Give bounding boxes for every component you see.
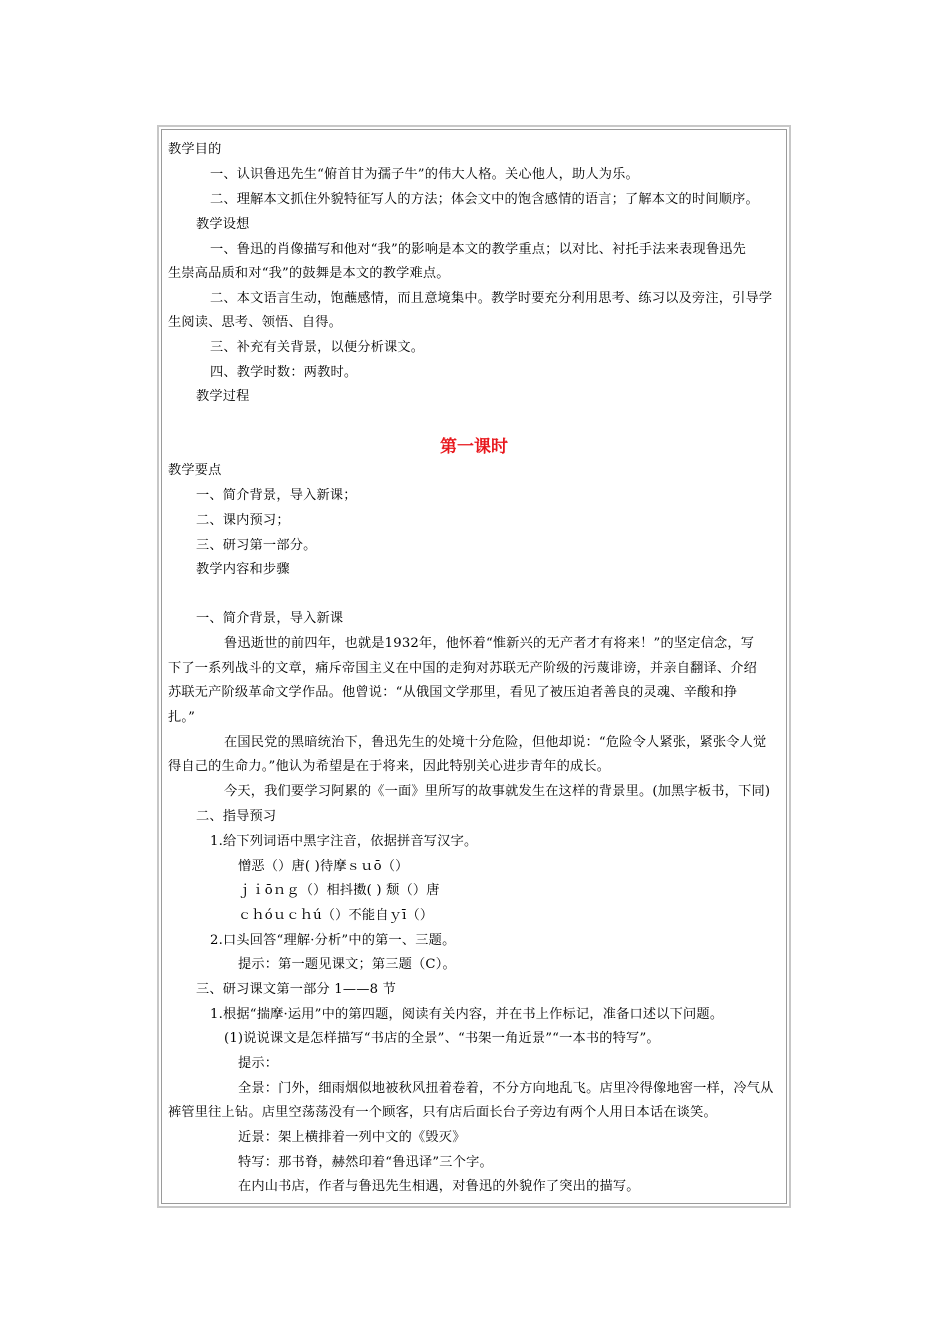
text-line: 在内山书店，作者与鲁迅先生相遇，对鲁迅的外貌作了突出的描写。 xyxy=(238,1179,640,1194)
text-line: 在国民党的黑暗统治下，鲁迅先生的处境十分危险，但他却说：“危险令人紧张，紧张令人觉 xyxy=(224,735,767,750)
text-line: 1.根据“揣摩·运用”中的第四题，阅读有关内容，并在书上作标记，准备口述以下问题。 xyxy=(210,1007,724,1022)
text-line: 得自己的生命力。”他认为希望是在于将来，因此特别关心进步青年的成长。 xyxy=(168,759,611,774)
text-line: 一、认识鲁迅先生“俯首甘为孺子牛”的伟大人格。关心他人，助人为乐。 xyxy=(210,167,639,182)
text-line: 裤管里往上钻。店里空荡荡没有一个顾客，只有店后面长台子旁边有两个人用日本话在谈笑。 xyxy=(168,1105,717,1120)
text-line: 下了一系列战斗的文章，痛斥帝国主义在中国的走狗对苏联无产阶级的污蔑诽谤，并亲自翻译、介绍 xyxy=(168,661,758,676)
text-line: 教学内容和步骤 xyxy=(196,562,290,577)
text-line: 鲁迅逝世的前四年，也就是1932年，他怀着“惟新兴的无产者才有将来！”的坚定信念，写 xyxy=(224,636,755,651)
text-line: 1.给下列词语中黑字注音，依据拼音写汉字。 xyxy=(210,834,478,849)
text-line: ｃｈóｕｃｈú（）不能自ｙī（） xyxy=(238,908,434,923)
text-line: 教学过程 xyxy=(196,389,250,404)
text-line: 二、理解本文抓住外貌特征写人的方法；体会文中的饱含感情的语言；了解本文的时间顺序。 xyxy=(210,192,759,207)
text-line: 提示： xyxy=(238,1056,279,1071)
text-line: 一、简介背景，导入新课 xyxy=(196,611,344,626)
text-line: 苏联无产阶级革命文学作品。他曾说：“从俄国文学那里，看见了被压迫者善良的灵魂、辛酸和挣 xyxy=(168,685,738,700)
text-line: 教学要点 xyxy=(168,463,222,478)
text-line: 全景：门外，细雨烟似地被秋风扭着卷着，不分方向地乱飞。店里冷得像地窖一样，冷气从 xyxy=(238,1081,774,1096)
text-line: 生崇高品质和对“我”的鼓舞是本文的教学难点。 xyxy=(168,266,450,281)
text-line: 一、简介背景，导入新课； xyxy=(196,488,357,503)
text-line: 近景：架上横排着一列中文的《毁灭》 xyxy=(238,1130,466,1145)
document-frame xyxy=(157,125,791,1208)
text-line: 生阅读、思考、领悟、自得。 xyxy=(168,315,343,330)
text-line: 2.口头回答“理解·分析”中的第一、三题。 xyxy=(210,933,456,948)
text-line: 特写：那书脊，赫然印着“鲁迅译”三个字。 xyxy=(238,1155,493,1170)
text-line: 扎。” xyxy=(168,710,196,725)
text-line: 提示：第一题见课文；第三题（C）。 xyxy=(238,957,456,972)
text-line: 今天，我们要学习阿累的《一面》里所写的故事就发生在这样的背景里。(加黑字板书，下同) xyxy=(224,784,771,799)
text-line: 憎恶（）唐( )待摩ｓｕō（） xyxy=(238,859,409,874)
text-line: 教学目的 xyxy=(168,142,222,157)
document-body xyxy=(161,129,787,1204)
text-line: ｊｉōｎｇ（）相抖擞( ) 颓（）唐 xyxy=(238,883,440,898)
text-line: 教学设想 xyxy=(196,217,250,232)
text-line: 三、补充有关背景，以便分析课文。 xyxy=(210,340,425,355)
text-line: 三、研习第一部分。 xyxy=(196,538,317,553)
section-heading: 第一课时 xyxy=(440,437,508,457)
text-line: 四、教学时数：两教时。 xyxy=(210,365,358,380)
text-line: 二、本文语言生动，饱蘸感情，而且意境集中。教学时要充分利用思考、练习以及旁注，引导学 xyxy=(210,291,773,306)
text-line: 二、课内预习； xyxy=(196,513,290,528)
text-line: 一、鲁迅的肖像描写和他对“我”的影响是本文的教学重点；以对比、衬托手法来表现鲁迅先 xyxy=(210,242,746,257)
text-line: 三、研习课文第一部分 1——8 节 xyxy=(196,982,397,997)
text-line: 二、指导预习 xyxy=(196,809,277,824)
text-line: (1)说说课文是怎样描写“书店的全景”、“书架一角近景”“一本书的特写”。 xyxy=(224,1031,660,1046)
